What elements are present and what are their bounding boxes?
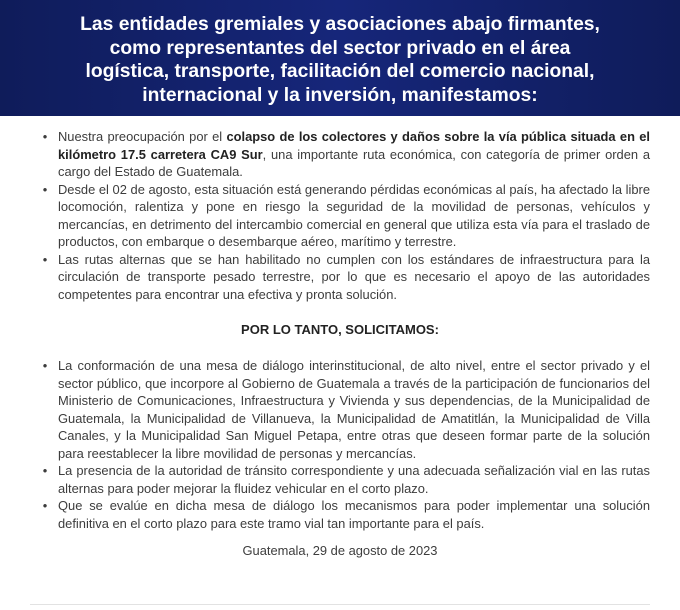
statements-list <box>0 128 680 303</box>
statement-item <box>0 181 680 251</box>
request-text: La presencia de la autoridad de tránsito correspondiente y una adecuada señalización vial en las rutas alternas para poder mejorar la fluidez vehicular en el corto plazo. <box>58 463 650 496</box>
bullet-icon: • <box>42 358 48 373</box>
request-heading: POR LO TANTO, SOLICITAMOS: <box>241 322 439 337</box>
bullet-icon: • <box>42 498 48 513</box>
bullet-icon: • <box>42 251 48 267</box>
statement-text: Nuestra preocupación por el <box>58 129 227 144</box>
statement-text: , una importante ruta económica, con categoría de primer orden a cargo del Estado de Guatemala. <box>58 146 650 179</box>
requests-list <box>0 357 680 532</box>
statement-text: Desde el 02 de agosto, esta situación está generando pérdidas económicas al país, ha afectado la libre locomoción, ralentiza y pone en riesgo la seguridad de la movilidad de personas, vehículos y mercancías, en detrimento del intercambio comercial en general que utiliza esta vía para el traslado de productos, con embarque o desembarque aéreo, marítimo y terrestre. <box>58 181 650 249</box>
bullet-icon: • <box>42 129 48 144</box>
document-body <box>0 128 680 559</box>
statement-text: Las rutas alternas que se han habilitado no cumplen con los estándares de infraestructura para la circulación de transporte pesado terrestre, por lo que es necesario el apoyo de las autoridades competentes para encontrar una efectiva y pronta solución. <box>58 251 650 302</box>
statement-bold-text: colapso de los colectores y daños sobre la vía pública situada en el kilómetro 17.5 carretera CA9 Sur <box>58 129 650 162</box>
request-text: Que se evalúe en dicha mesa de diálogo los mecanismos para poder implementar una solución definitiva en el corto plazo para este tramo vial tan importante para el país. <box>58 498 650 531</box>
header-banner <box>0 0 680 116</box>
header-title-line: Las entidades gremiales y asociaciones abajo firmantes, <box>80 14 600 35</box>
bullet-icon: • <box>42 463 48 478</box>
request-item <box>0 357 680 462</box>
bottom-divider <box>30 604 650 605</box>
statement-item <box>0 128 680 181</box>
header-title-line: logística, transporte, facilitación del comercio nacional, <box>85 61 595 82</box>
header-title-line: internacional y la inversión, manifestamos: <box>142 84 538 106</box>
request-item <box>0 497 680 532</box>
place-date: Guatemala, 29 de agosto de 2023 <box>242 543 438 558</box>
header-title-line: como representantes del sector privado en el área <box>109 37 571 59</box>
bullet-icon: • <box>42 181 48 197</box>
statement-item <box>0 251 680 304</box>
request-item <box>0 462 680 497</box>
request-text: La conformación de una mesa de diálogo interinstitucional, de alto nivel, entre el sector privado y el sector público, que incorpore al Gobierno de Guatemala a través de la participación de funcionarios del Ministerio de Comunicaciones, Infraestructura y Vivienda y sus dependencias, de la Municipalidad de Guatemala, la Municipalidad de Villanueva, la Municipalidad de Amatitlán, la Municipalidad de Villa Canales, y la Municipalidad San Miguel Petapa, entre otras que deseen formar parte de la solución para reestablecer la libre movilidad de personas y mercancías. <box>58 358 650 461</box>
header-title <box>0 0 680 107</box>
